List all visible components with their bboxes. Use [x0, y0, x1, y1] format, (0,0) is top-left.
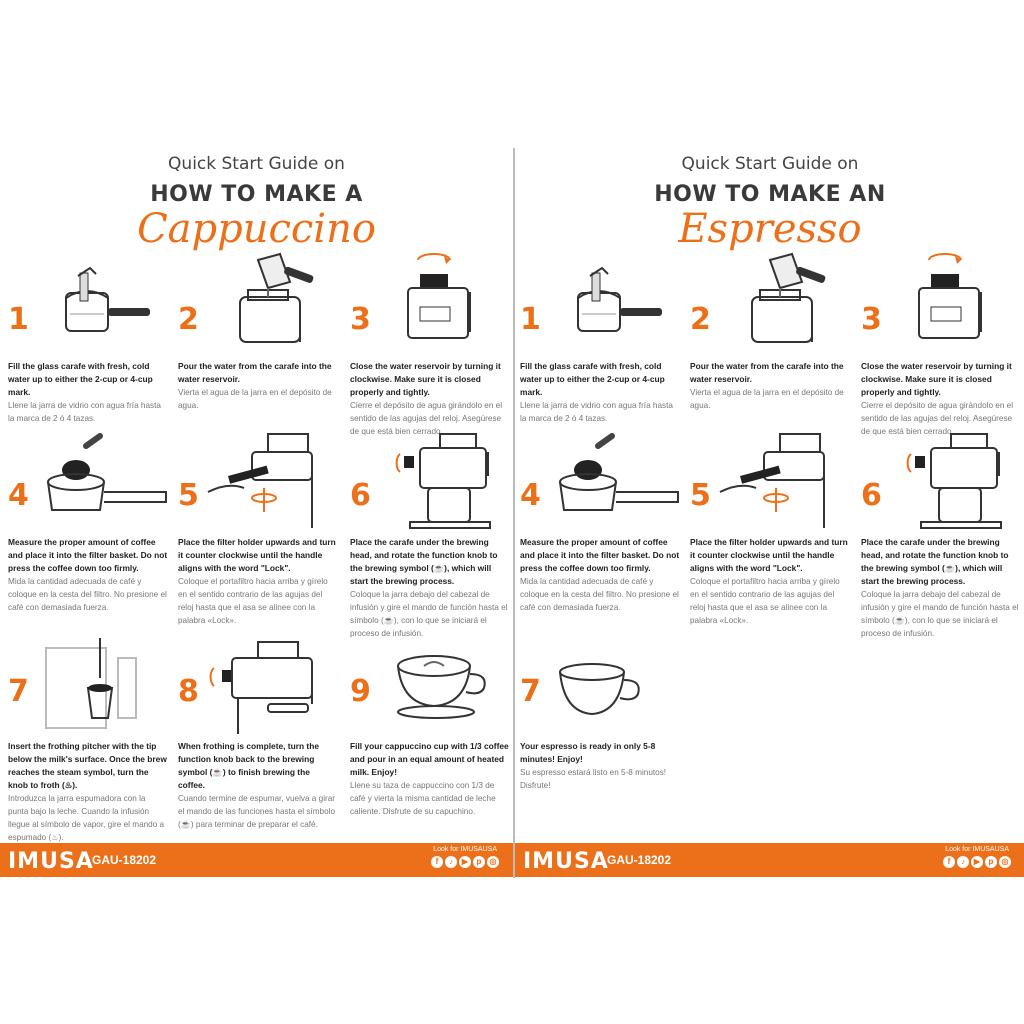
step-number: 5: [178, 478, 199, 513]
instagram-icon[interactable]: ◎: [999, 856, 1011, 868]
step-instruction-es: Vierta el agua de la jarra en el depósito de agua.: [690, 388, 844, 410]
step-instruction-es: Mida la cantidad adecuada de café y coloque en la cesta del filtro. No presione el café con demasiada fuerza.: [520, 577, 679, 612]
step-instruction-en: Fill the glass carafe with fresh, cold water up to either the 2-cup or 4-cup mark.: [8, 361, 153, 397]
step-instruction-es: Coloque la jarra debajo del cabezal de infusión y gire el mando de función hasta el símbolo (☕), con lo que se iniciará el proceso de infusión.: [861, 590, 1019, 638]
step-number: 7: [8, 674, 29, 709]
model-number: GAU-18202: [607, 853, 672, 867]
look-for-text: Look for IMUSAUSA: [945, 846, 1009, 853]
quick-start-sheet: [0, 148, 1024, 878]
cappuccino-panel: [0, 148, 515, 878]
footer-bar: [0, 843, 513, 877]
step-number: 2: [690, 302, 711, 337]
step-number: 4: [8, 478, 29, 513]
tiktok-icon[interactable]: ♪: [957, 856, 969, 868]
step-instruction-es: Coloque la jarra debajo del cabezal de infusión y gire el mando de función hasta el símbolo (☕), con lo que se iniciará el proceso de infusión.: [350, 590, 508, 638]
froth-milk-illustration: [38, 638, 168, 734]
step-number: 6: [350, 478, 371, 513]
step-number: 6: [861, 478, 882, 513]
measure-coffee-illustration: [550, 436, 680, 526]
step-instruction-en: Measure the proper amount of coffee and place it into the filter basket. Do not press the coffee down too firmly.: [520, 537, 680, 573]
step-number: 3: [861, 302, 882, 337]
step-number: 2: [178, 302, 199, 337]
close-reservoir-illustration: [901, 252, 1021, 347]
guide-drink-name: Cappuccino: [137, 206, 376, 252]
youtube-icon[interactable]: ▶: [459, 856, 471, 868]
step-instruction-es: Llene la jarra de vidrio con agua fría hasta la marca de 2 ó 4 tazas.: [8, 401, 161, 423]
step-instruction-es: Su espresso estará listo en 5-8 minutos! Disfrute!: [520, 768, 667, 790]
close-reservoir-illustration: [390, 252, 510, 347]
step-instruction-en: Pour the water from the carafe into the water reservoir.: [690, 361, 844, 384]
measure-coffee-illustration: [38, 436, 168, 526]
step-instruction-en: Place the filter holder upwards and turn it counter clockwise until the handle aligns with the word "Lock".: [178, 537, 336, 573]
step-instruction-en: Fill your cappuccino cup with 1/3 coffee and pour in an equal amount of heated milk. Enjoy!: [350, 741, 509, 777]
step-number: 1: [8, 302, 29, 337]
guide-title: HOW TO MAKE AN: [654, 182, 886, 207]
imusa-logo: IMUSA: [523, 849, 609, 874]
tiktok-icon[interactable]: ♪: [445, 856, 457, 868]
step-instruction-es: Llene su taza de cappuccino con 1/3 de café y vierta la misma cantidad de leche caliente. Disfrute de su capuchino.: [350, 781, 496, 816]
model-number: GAU-18202: [92, 853, 157, 867]
imusa-logo: IMUSA: [8, 849, 94, 874]
step-number: 4: [520, 478, 541, 513]
carafe-illustration: [570, 258, 670, 338]
step-instruction-es: Cuando termine de espumar, vuelva a girar el mando de las funciones hasta el símbolo (☕) para terminar de preparar el café.: [178, 794, 336, 829]
finish-brew-illustration: [208, 638, 338, 734]
step-number: 3: [350, 302, 371, 337]
guide-drink-name: Espresso: [678, 206, 862, 252]
look-for-text: Look for IMUSAUSA: [433, 846, 497, 853]
step-instruction-es: Introduzca la jarra espumadora con la punta bajo la leche. Cuando la infusión llegue al símbolo de vapor, gire el mando a espumado (♨).: [8, 794, 165, 842]
step-number: 5: [690, 478, 711, 513]
brew-coffee-illustration: [390, 432, 510, 532]
guide-subtitle: Quick Start Guide on: [168, 154, 345, 174]
step-instruction-en: Measure the proper amount of coffee and place it into the filter basket. Do not press the coffee down too firmly.: [8, 537, 168, 573]
instagram-icon[interactable]: ◎: [487, 856, 499, 868]
step-instruction-en: When frothing is complete, turn the function knob back to the brewing symbol (☕) to finish brewing the coffee.: [178, 741, 319, 790]
step-instruction-en: Insert the frothing pitcher with the tip below the milk's surface. Once the brew reaches the steam symbol, turn the knob to froth (♨).: [8, 741, 167, 790]
step-instruction-es: Vierta el agua de la jarra en el depósito de agua.: [178, 388, 332, 410]
footer-bar: [515, 843, 1024, 877]
step-instruction-en: Pour the water from the carafe into the water reservoir.: [178, 361, 332, 384]
step-instruction-es: Llene la jarra de vidrio con agua fría hasta la marca de 2 ó 4 tazas.: [520, 401, 673, 423]
step-instruction-en: Close the water reservoir by turning it clockwise. Make sure it is closed properly and tightly.: [350, 361, 501, 397]
facebook-icon[interactable]: f: [943, 856, 955, 868]
step-instruction-es: Coloque el portafiltro hacia arriba y gírelo en el sentido contrario de las agujas del reloj hasta que el asa se alinee con la palabra «Lock».: [690, 577, 840, 625]
step-number: 1: [520, 302, 541, 337]
social-icons: [943, 856, 1011, 868]
step-instruction-es: Cierre el depósito de agua girándolo en el sentido de las agujas del reloj. Asegúrese de que está bien cerrado.: [861, 401, 1014, 436]
step-instruction-es: Mida la cantidad adecuada de café y coloque en la cesta del filtro. No presione el café con demasiada fuerza.: [8, 577, 167, 612]
step-number: 8: [178, 674, 199, 709]
pinterest-icon[interactable]: p: [985, 856, 997, 868]
step-number: 7: [520, 674, 541, 709]
step-instruction-en: Place the filter holder upwards and turn it counter clockwise until the handle aligns with the word "Lock".: [690, 537, 848, 573]
guide-subtitle: Quick Start Guide on: [681, 154, 859, 174]
facebook-icon[interactable]: f: [431, 856, 443, 868]
step-instruction-en: Place the carafe under the brewing head, and rotate the function knob to the brewing symbol (☕), which will start the brewing process.: [350, 537, 498, 586]
step-instruction-en: Close the water reservoir by turning it clockwise. Make sure it is closed properly and tightly.: [861, 361, 1012, 397]
youtube-icon[interactable]: ▶: [971, 856, 983, 868]
step-instruction-es: Cierre el depósito de agua girándolo en el sentido de las agujas del reloj. Asegúrese de que está bien cerrado.: [350, 401, 503, 436]
pour-water-illustration: [730, 252, 850, 347]
cappuccino-cup-illustration: [394, 652, 504, 732]
espresso-cup-illustration: [558, 664, 658, 724]
brew-coffee-illustration: [901, 432, 1021, 532]
step-instruction-en: Your espresso is ready in only 5-8 minutes! Enjoy!: [520, 741, 656, 764]
step-instruction-en: Place the carafe under the brewing head, and rotate the function knob to the brewing symbol (☕), which will start the brewing process.: [861, 537, 1009, 586]
espresso-panel: [515, 148, 1024, 878]
step-number: 9: [350, 674, 371, 709]
attach-filter-illustration: [720, 432, 850, 532]
carafe-illustration: [58, 258, 158, 338]
attach-filter-illustration: [208, 432, 338, 532]
social-icons: [431, 856, 499, 868]
guide-title: HOW TO MAKE A: [150, 182, 363, 207]
pour-water-illustration: [218, 252, 338, 347]
step-instruction-es: Coloque el portafiltro hacia arriba y gírelo en el sentido contrario de las agujas del reloj hasta que el asa se alinee con la palabra «Lock».: [178, 577, 328, 625]
pinterest-icon[interactable]: p: [473, 856, 485, 868]
step-instruction-en: Fill the glass carafe with fresh, cold water up to either the 2-cup or 4-cup mark.: [520, 361, 665, 397]
